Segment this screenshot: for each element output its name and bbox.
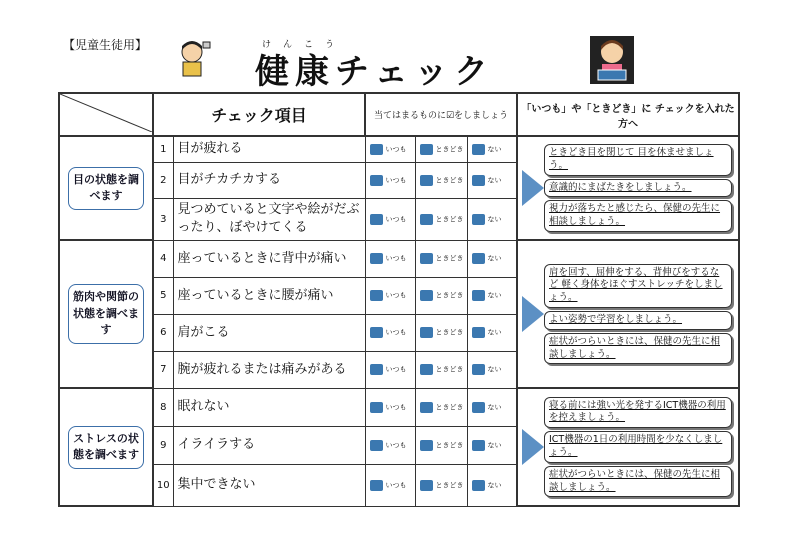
student-illustration-icon [173,38,211,82]
checkbox-never[interactable] [472,253,485,264]
option-label: ときどき [435,365,464,374]
option-label: ない [487,254,502,263]
checkbox-never[interactable] [472,440,485,451]
checkbox-never[interactable] [472,175,485,186]
option-cell [365,240,415,277]
advice-box: 意識的にまばたきをしましょう。 [544,179,732,198]
option-cell [365,426,415,464]
option-cell [415,351,467,388]
option-cell [365,388,415,426]
item-number: 8 [153,388,173,426]
option-cell [365,314,415,351]
checkbox-sometimes[interactable] [420,480,433,491]
option-label: いつも [385,328,407,337]
checkbox-sometimes[interactable] [420,253,433,264]
advice-box: よい姿勢で学習をしましょう。 [544,311,732,330]
option-cell [467,351,517,388]
option-cell [467,464,517,506]
item-number: 6 [153,314,173,351]
check-item-text: 眠れない [173,388,365,426]
checkbox-always[interactable] [370,214,383,225]
option-label: ない [487,328,502,337]
option-label: ときどき [435,291,464,300]
check-item-text: 座っているときに腰が痛い [173,277,365,314]
audience-tag: 【児童生徒用】 [63,38,148,52]
option-cell [365,136,415,162]
option-label: ない [487,176,502,184]
advice-cell [517,136,739,240]
option-label: ない [487,291,502,300]
checkbox-sometimes[interactable] [420,327,433,338]
check-item-text: 目が疲れる [173,136,365,162]
option-cell [467,426,517,464]
check-item-text: 見つめていると文字や絵がだぶったり、ぼやけてくる [173,198,365,240]
category-cell [59,136,153,240]
advice-box: 視力が落ちたと感じたら、保健の先生に相談しましょう。 [544,200,732,232]
advice-cell [517,388,739,506]
option-label: いつも [385,403,407,411]
option-label: ときどき [435,254,464,263]
option-label: いつも [385,291,407,300]
table-row [59,388,739,426]
advice-box: 肩を回す、屈伸をする、背伸びをするなど 軽く身体をほぐすストレッチをしましょう。 [544,264,732,308]
col-item-header: チェック項目 [153,93,365,136]
checkbox-sometimes[interactable] [420,440,433,451]
item-number: 9 [153,426,173,464]
checkbox-always[interactable] [370,440,383,451]
item-number: 1 [153,136,173,162]
option-label: ときどき [435,441,464,449]
category-label: 筋肉や関節の状態を調べます [68,284,144,344]
option-cell [415,388,467,426]
advice-box: 症状がつらいときには、保健の先生に相談しましょう。 [544,333,732,365]
advice-box: 症状がつらいときには、保健の先生に相談しましょう。 [544,466,732,498]
category-cell [59,388,153,506]
col-check-header: 当てはまるものに☑をしましょう [365,93,517,136]
option-cell [415,464,467,506]
option-cell [365,162,415,198]
option-label: ときどき [435,403,464,411]
option-label: ない [487,365,502,374]
option-label: ときどき [435,145,464,154]
checkbox-sometimes[interactable] [420,402,433,413]
health-check-table [58,92,740,507]
checkbox-sometimes[interactable] [420,144,433,155]
option-label: ない [487,481,502,489]
option-cell [415,314,467,351]
table-header-row [59,93,739,136]
item-number: 10 [153,464,173,506]
checkbox-always[interactable] [370,480,383,491]
option-cell [467,314,517,351]
option-cell [415,240,467,277]
option-cell [415,136,467,162]
checkbox-never[interactable] [472,290,485,301]
checkbox-sometimes[interactable] [420,214,433,225]
option-cell [467,136,517,162]
option-label: ときどき [435,328,464,337]
checkbox-never[interactable] [472,480,485,491]
category-label: ストレスの状態を調べます [68,426,144,469]
option-cell [365,277,415,314]
option-label: ときどき [435,215,464,223]
option-label: ない [487,145,502,154]
title-ruby: けんこう [262,40,347,50]
checkbox-sometimes[interactable] [420,290,433,301]
check-item-text: 目がチカチカする [173,162,365,198]
right-arrow-icon [522,429,544,465]
item-number: 7 [153,351,173,388]
option-cell [467,277,517,314]
diagonal-line [60,94,152,132]
option-cell [365,351,415,388]
checkbox-never[interactable] [472,327,485,338]
check-item-text: 座っているときに背中が痛い [173,240,365,277]
option-label: いつも [385,254,407,263]
checkbox-always[interactable] [370,327,383,338]
option-label: いつも [385,441,407,449]
checkbox-never[interactable] [472,364,485,375]
checkbox-always[interactable] [370,253,383,264]
girl-with-tablet-icon [590,36,634,84]
checkbox-always[interactable] [370,175,383,186]
option-cell [365,198,415,240]
checkbox-sometimes[interactable] [420,175,433,186]
category-cell [59,240,153,388]
option-label: いつも [385,145,407,154]
item-number: 5 [153,277,173,314]
diagonal-corner-cell [59,93,153,136]
option-cell [467,198,517,240]
check-item-text: 肩がこる [173,314,365,351]
item-number: 3 [153,198,173,240]
advice-cell [517,240,739,388]
item-number: 2 [153,162,173,198]
check-item-text: 集中できない [173,464,365,506]
right-arrow-icon [522,170,544,206]
option-label: ない [487,403,502,411]
check-item-text: 腕が疲れるまたは痛みがある [173,351,365,388]
option-label: いつも [385,176,407,184]
right-arrow-icon [522,296,544,332]
option-label: いつも [385,481,407,489]
item-number: 4 [153,240,173,277]
option-label: いつも [385,365,407,374]
checkbox-sometimes[interactable] [420,364,433,375]
option-label: ときどき [435,481,464,489]
table-row [59,240,739,277]
option-label: ときどき [435,176,464,184]
check-item-text: イライラする [173,426,365,464]
category-label: 目の状態を調べます [68,167,144,210]
option-cell [467,240,517,277]
option-cell [365,464,415,506]
checkbox-always[interactable] [370,144,383,155]
option-label: ない [487,441,502,449]
checkbox-always[interactable] [370,402,383,413]
checkbox-always[interactable] [370,290,383,301]
option-cell [415,162,467,198]
advice-box: 寝る前には強い光を発するICT機器の利用を控えましょう。 [544,397,732,429]
page-title: 健康チェック [255,52,494,92]
option-label: ない [487,215,502,223]
option-cell [467,162,517,198]
checkbox-never[interactable] [472,402,485,413]
checkbox-never[interactable] [472,214,485,225]
table-row [59,136,739,162]
option-cell [467,388,517,426]
option-label: いつも [385,215,407,223]
checkbox-always[interactable] [370,364,383,375]
option-cell [415,426,467,464]
col-advice-header: 「いつも」や「ときどき」に チェックを入れた方へ [517,93,739,136]
checkbox-never[interactable] [472,144,485,155]
option-cell [415,198,467,240]
option-cell [415,277,467,314]
advice-box: ときどき目を閉じて 目を休ませましょう。 [544,144,732,176]
advice-box: ICT機器の1日の利用時間を少なくしましょう。 [544,431,732,463]
